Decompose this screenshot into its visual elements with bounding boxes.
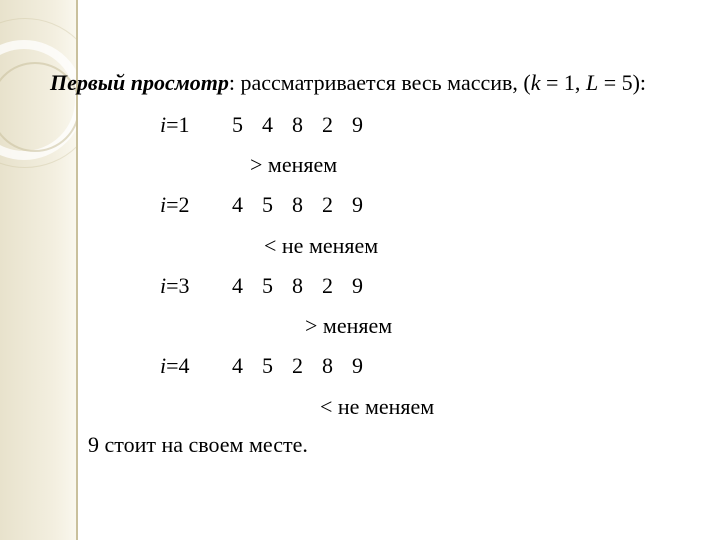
index-value: =4 [166,353,190,378]
comparison-note: > меняем [305,313,393,338]
comparison-note: > меняем [250,152,338,177]
index-variable: i [160,112,167,137]
step-index-label [160,112,190,138]
heading-text: = 1, [540,70,586,95]
array-sequence: 4 5 8 2 9 [232,273,363,298]
conclusion-text: 9 стоит на своем месте. [88,432,308,457]
slide-heading [50,70,646,96]
index-value: =2 [166,192,190,217]
step-index-label [160,192,190,218]
step-index-label [160,353,190,379]
array-sequence: 5 4 8 2 9 [232,112,363,137]
heading-text: : рассматривается весь массив, ( [228,70,531,95]
index-variable: i [160,192,167,217]
index-value: =1 [166,112,190,137]
heading-k-variable: k [530,70,541,95]
index-value: =3 [166,273,190,298]
step-index-label [160,273,190,299]
comparison-note: < не меняем [264,233,379,258]
array-sequence: 4 5 2 8 9 [232,353,363,378]
heading-l-variable: L [585,70,599,95]
array-sequence: 4 5 8 2 9 [232,192,363,217]
index-variable: i [160,273,167,298]
index-variable: i [160,353,167,378]
heading-bold-phrase: Первый просмотр [50,70,229,95]
comparison-note: < не меняем [320,394,435,419]
heading-text: = 5): [598,70,647,95]
